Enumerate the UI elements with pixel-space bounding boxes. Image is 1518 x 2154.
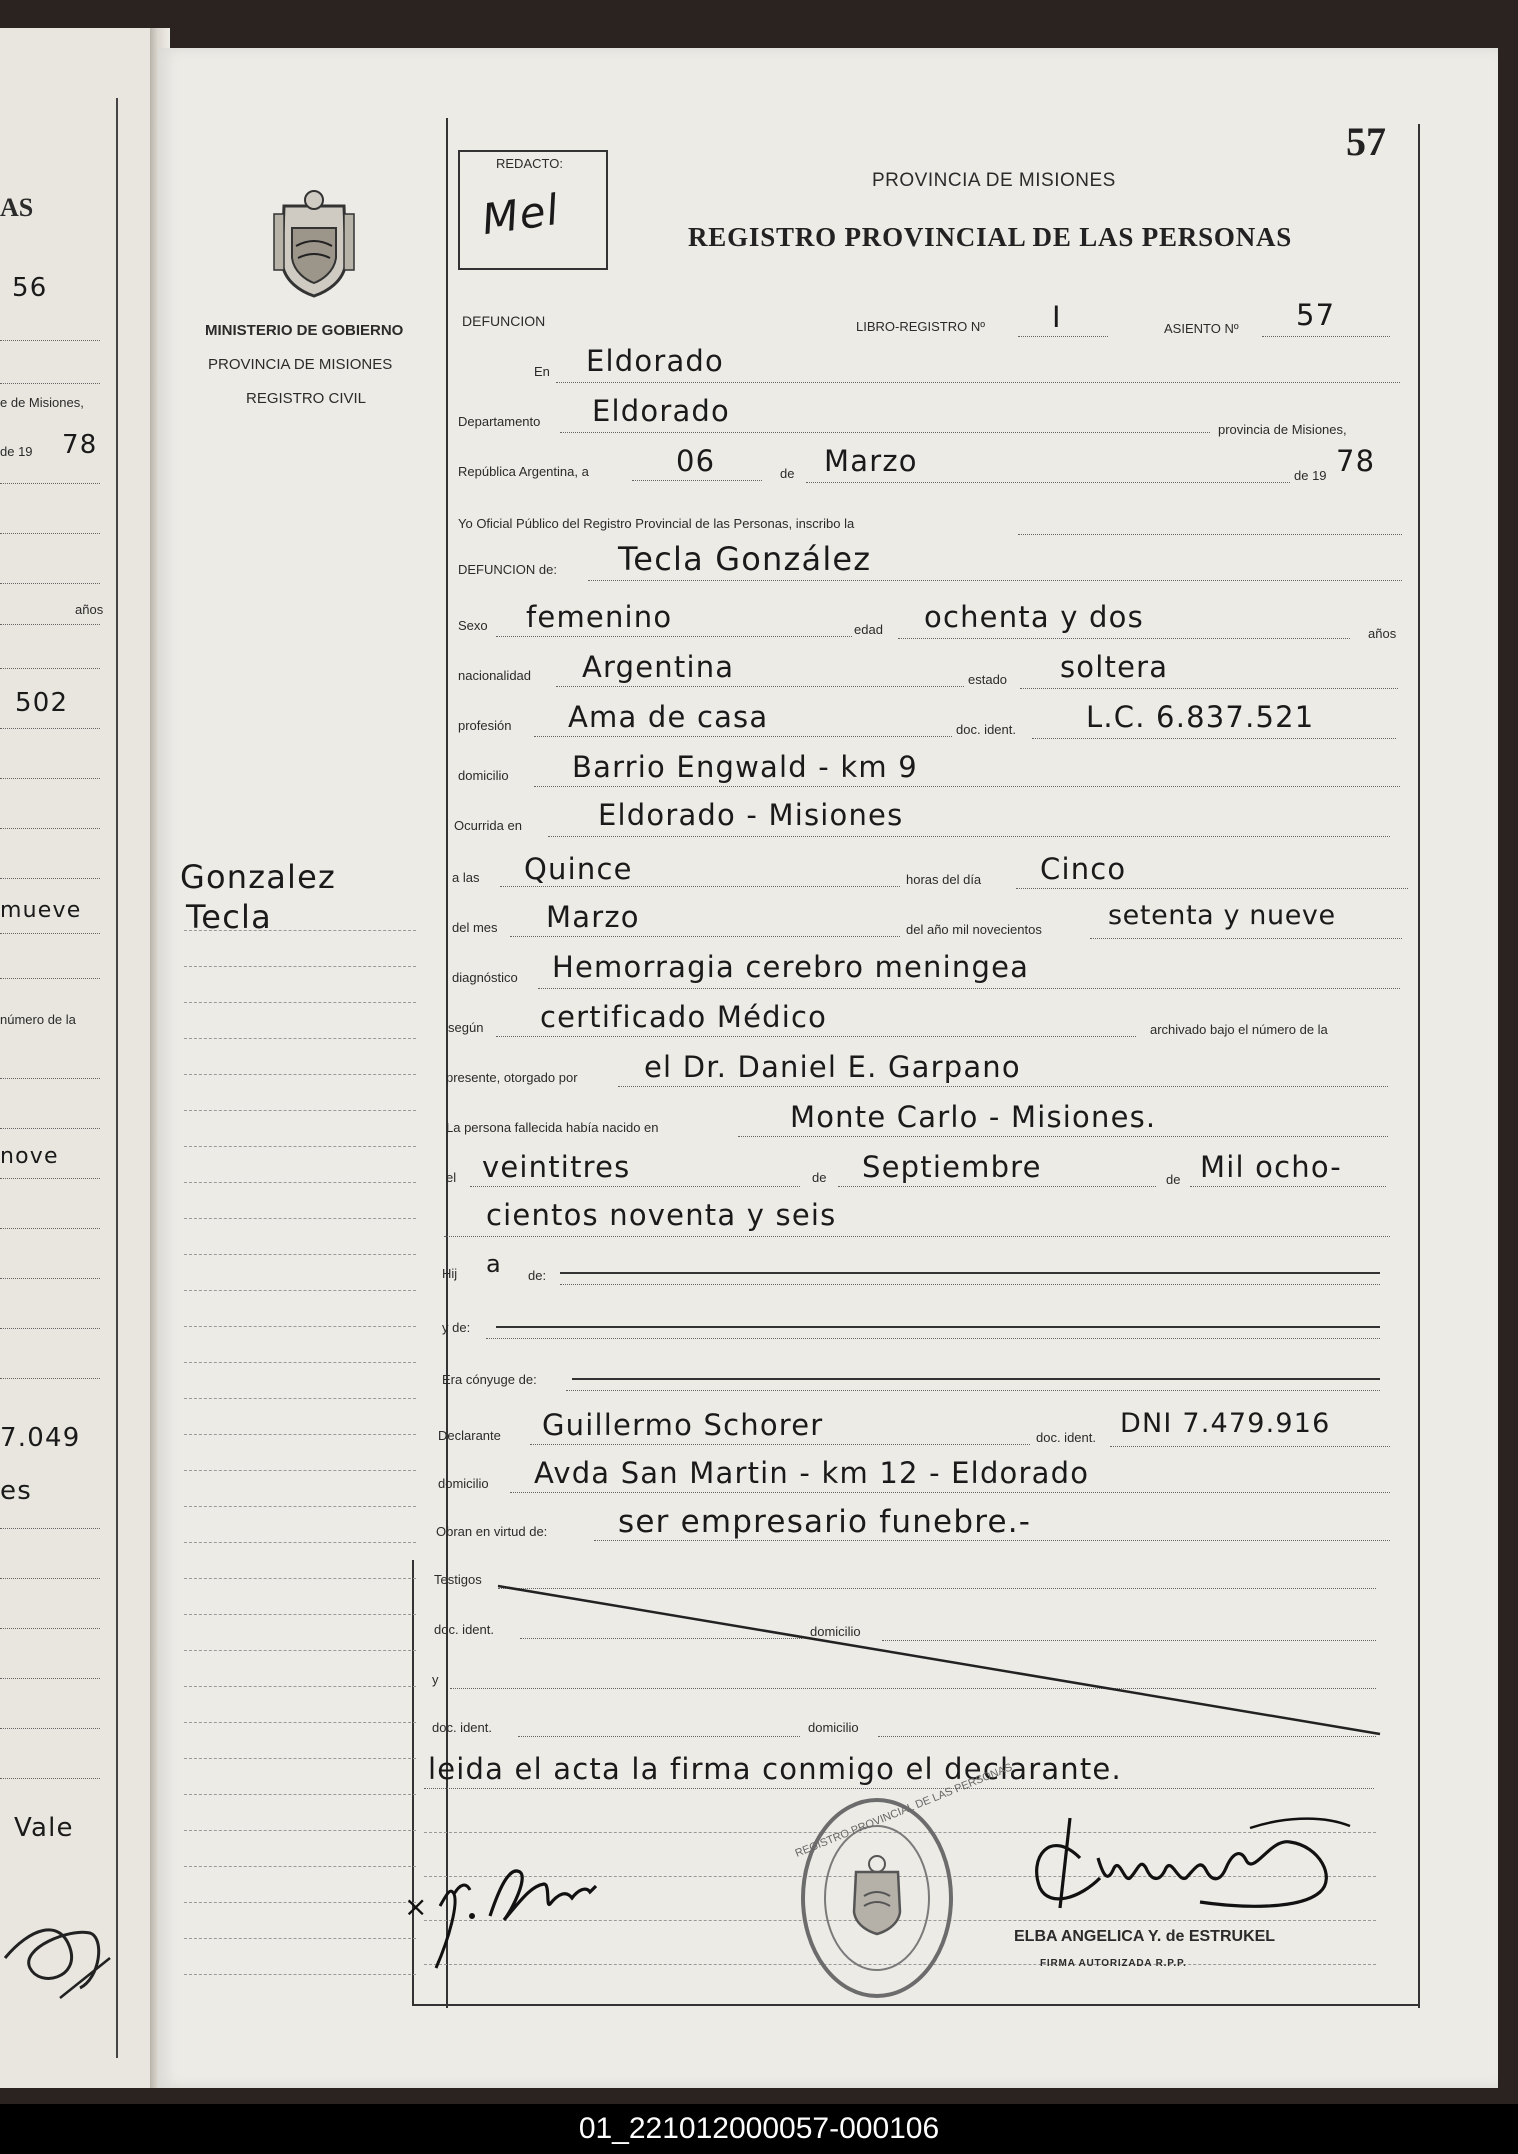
- diagnostico-value: Hemorragia cerebro meningea: [552, 950, 1030, 984]
- nacionalidad-value: Argentina: [582, 650, 735, 684]
- frame-line-right: [1418, 124, 1420, 2008]
- prev-fragment: nove: [0, 1144, 59, 1169]
- anio-mil-label: del año mil novecientos: [906, 922, 1042, 937]
- redacto-initials: Mel: [478, 184, 563, 245]
- nacionalidad-label: nacionalidad: [458, 668, 532, 683]
- sexo-label: Sexo: [458, 618, 488, 633]
- estado-label: estado: [968, 672, 1008, 687]
- en-value: Eldorado: [586, 344, 724, 378]
- seal-text: REGISTRO PROVINCIAL DE LAS PERSONAS: [793, 1761, 1015, 1860]
- defuncion-label: DEFUNCION: [462, 313, 546, 329]
- hora-value: Quince: [524, 852, 633, 886]
- domicilio-label: domicilio: [458, 768, 509, 783]
- sexo-value: femenino: [526, 600, 673, 634]
- estado-value: soltera: [1060, 650, 1169, 684]
- margin-name-surname: Gonzalez: [180, 858, 337, 896]
- provincia-label: provincia de Misiones,: [1218, 422, 1347, 437]
- domicilio2-label: domicilio: [438, 1476, 489, 1491]
- domicilio-value: Barrio Engwald - km 9: [572, 750, 918, 784]
- header-registry: REGISTRO PROVINCIAL DE LAS PERSONAS: [688, 222, 1293, 252]
- previous-page-fragments: [0, 28, 150, 2088]
- diagnostico-label: diagnóstico: [452, 970, 518, 985]
- declarante-value: Guillermo Schorer: [542, 1408, 824, 1442]
- testigos-domicilio-label: domicilio: [810, 1624, 861, 1639]
- asiento-value: 57: [1296, 298, 1336, 332]
- y-label: y: [432, 1672, 439, 1687]
- departamento-value: Eldorado: [592, 394, 730, 428]
- anios-label: años: [1368, 626, 1397, 641]
- republica-label: República Argentina, a: [458, 464, 589, 479]
- prev-fragment: e de Misiones,: [0, 395, 84, 410]
- nac-dia-value: veintitres: [482, 1150, 631, 1184]
- profesion-value: Ama de casa: [568, 700, 769, 734]
- declarante-label: Declarante: [438, 1428, 501, 1443]
- testigos-label: Testigos: [434, 1572, 482, 1587]
- svg-text:×: ×: [404, 1890, 428, 1923]
- el-label: el: [446, 1170, 457, 1185]
- civil-registry-label: REGISTRO CIVIL: [246, 390, 367, 407]
- de3-label: de: [1166, 1172, 1181, 1187]
- doc-value: L.C. 6.837.521: [1086, 700, 1315, 734]
- profesion-label: profesión: [458, 718, 512, 733]
- prev-fragment: de 19: [0, 444, 33, 459]
- domicilio2-value: Avda San Martin - km 12 - Eldorado: [534, 1456, 1090, 1490]
- header-province: PROVINCIA DE MISIONES: [872, 170, 1116, 191]
- testigos2-doc-label: doc. ident.: [432, 1720, 492, 1735]
- registry-seal: [793, 1761, 1015, 2000]
- testigos2-domicilio-label: domicilio: [808, 1720, 859, 1735]
- alas-label: a las: [452, 870, 480, 885]
- witness-strike-line: [492, 1580, 1392, 1740]
- departamento-label: Departamento: [458, 414, 541, 429]
- doc2-value: DNI 7.479.916: [1120, 1408, 1331, 1439]
- mes-value: Marzo: [824, 444, 918, 478]
- nac-mes-value: Septiembre: [862, 1150, 1042, 1184]
- nac-anio-value-line1: Mil ocho-: [1200, 1150, 1342, 1184]
- defuncion-de-label: DEFUNCION de:: [458, 562, 557, 577]
- margin-name-given: Tecla: [186, 898, 272, 936]
- redacto-box: [458, 150, 608, 270]
- page-number: 57: [1346, 119, 1386, 164]
- anio-value: 78: [1336, 444, 1376, 478]
- footer-filename: 01_221012000057-000106: [578, 2112, 940, 2145]
- prev-fragment: número de la: [0, 1012, 76, 1027]
- signature-title: FIRMA AUTORIZADA R.P.P.: [1040, 1958, 1187, 1969]
- prev-fragment: Vale: [14, 1813, 74, 1843]
- prev-signature: [0, 1888, 120, 2018]
- dia-texto-value: Cinco: [1040, 852, 1127, 886]
- prev-fragment: años: [75, 602, 104, 617]
- signature-name: ELBA ANGELICA Y. de ESTRUKEL: [1014, 1928, 1276, 1945]
- hij-value: a: [486, 1250, 502, 1278]
- prev-fragment: 7.049: [0, 1423, 81, 1453]
- anio-texto-value: setenta y nueve: [1108, 900, 1336, 931]
- conyuge-label: Era cónyuge de:: [442, 1372, 537, 1387]
- prev-fragment: mueve: [0, 898, 82, 923]
- nacido-label: La persona fallecida había nacido en: [446, 1120, 659, 1135]
- libro-value: I: [1052, 300, 1062, 334]
- asiento-label: ASIENTO Nº: [1164, 321, 1239, 336]
- doc2-label: doc. ident.: [1036, 1430, 1096, 1445]
- archivado-label: archivado bajo el número de la: [1150, 1022, 1328, 1037]
- hij-label: Hij: [442, 1266, 458, 1281]
- mes2-value: Marzo: [546, 900, 640, 934]
- ocurrida-value: Eldorado - Misiones: [598, 798, 904, 832]
- oficial-text: Yo Oficial Público del Registro Provincial de las Personas, inscribo la: [458, 516, 855, 531]
- prev-fragment: 78: [62, 430, 98, 460]
- de-label: de: [780, 466, 795, 481]
- prev-fragment: es: [0, 1476, 32, 1506]
- doc-label: doc. ident.: [956, 722, 1016, 737]
- edad-label: edad: [854, 622, 883, 637]
- frame-line-bottom: [412, 2004, 1420, 2006]
- prev-fragment: 502: [15, 688, 69, 718]
- nombre-value: Tecla González: [618, 540, 872, 578]
- presente-label: presente, otorgado por: [446, 1070, 578, 1085]
- redacto-label: REDACTO:: [496, 156, 563, 171]
- coat-of-arms-icon: [264, 188, 364, 300]
- en-label: En: [534, 364, 550, 379]
- nacido-value: Monte Carlo - Misiones.: [790, 1100, 1157, 1134]
- nac-anio-value-line2: cientos noventa y seis: [486, 1198, 837, 1232]
- prev-fragment: 56: [12, 273, 48, 303]
- obran-label: Obran en virtud de:: [436, 1524, 548, 1539]
- horas-label: horas del día: [906, 872, 982, 887]
- prev-fragment: AS: [0, 193, 34, 222]
- obran-value: ser empresario funebre.-: [618, 1504, 1032, 1540]
- testigos-doc-label: doc. ident.: [434, 1622, 494, 1637]
- ministry-label: MINISTERIO DE GOBIERNO: [205, 322, 404, 339]
- presente-value: el Dr. Daniel E. Garpano: [644, 1050, 1021, 1084]
- authorized-signature: [1020, 1798, 1380, 1948]
- de19-label: de 19: [1294, 468, 1327, 483]
- delmes-label: del mes: [452, 920, 498, 935]
- yde-label: y de:: [442, 1320, 471, 1335]
- left-province-label: PROVINCIA DE MISIONES: [208, 356, 393, 373]
- declarant-signature: [400, 1846, 640, 1986]
- hij-de-label: de:: [528, 1268, 547, 1283]
- ocurrida-label: Ocurrida en: [454, 818, 522, 833]
- de2-label: de: [812, 1170, 827, 1185]
- segun-label: según: [448, 1020, 484, 1035]
- dia-value: 06: [676, 444, 716, 478]
- edad-value: ochenta y dos: [924, 600, 1144, 634]
- segun-value: certificado Médico: [540, 1000, 828, 1034]
- leida-text: leida el acta la firma conmigo el declarante.: [428, 1752, 1122, 1786]
- libro-label: LIBRO-REGISTRO Nº: [856, 319, 985, 334]
